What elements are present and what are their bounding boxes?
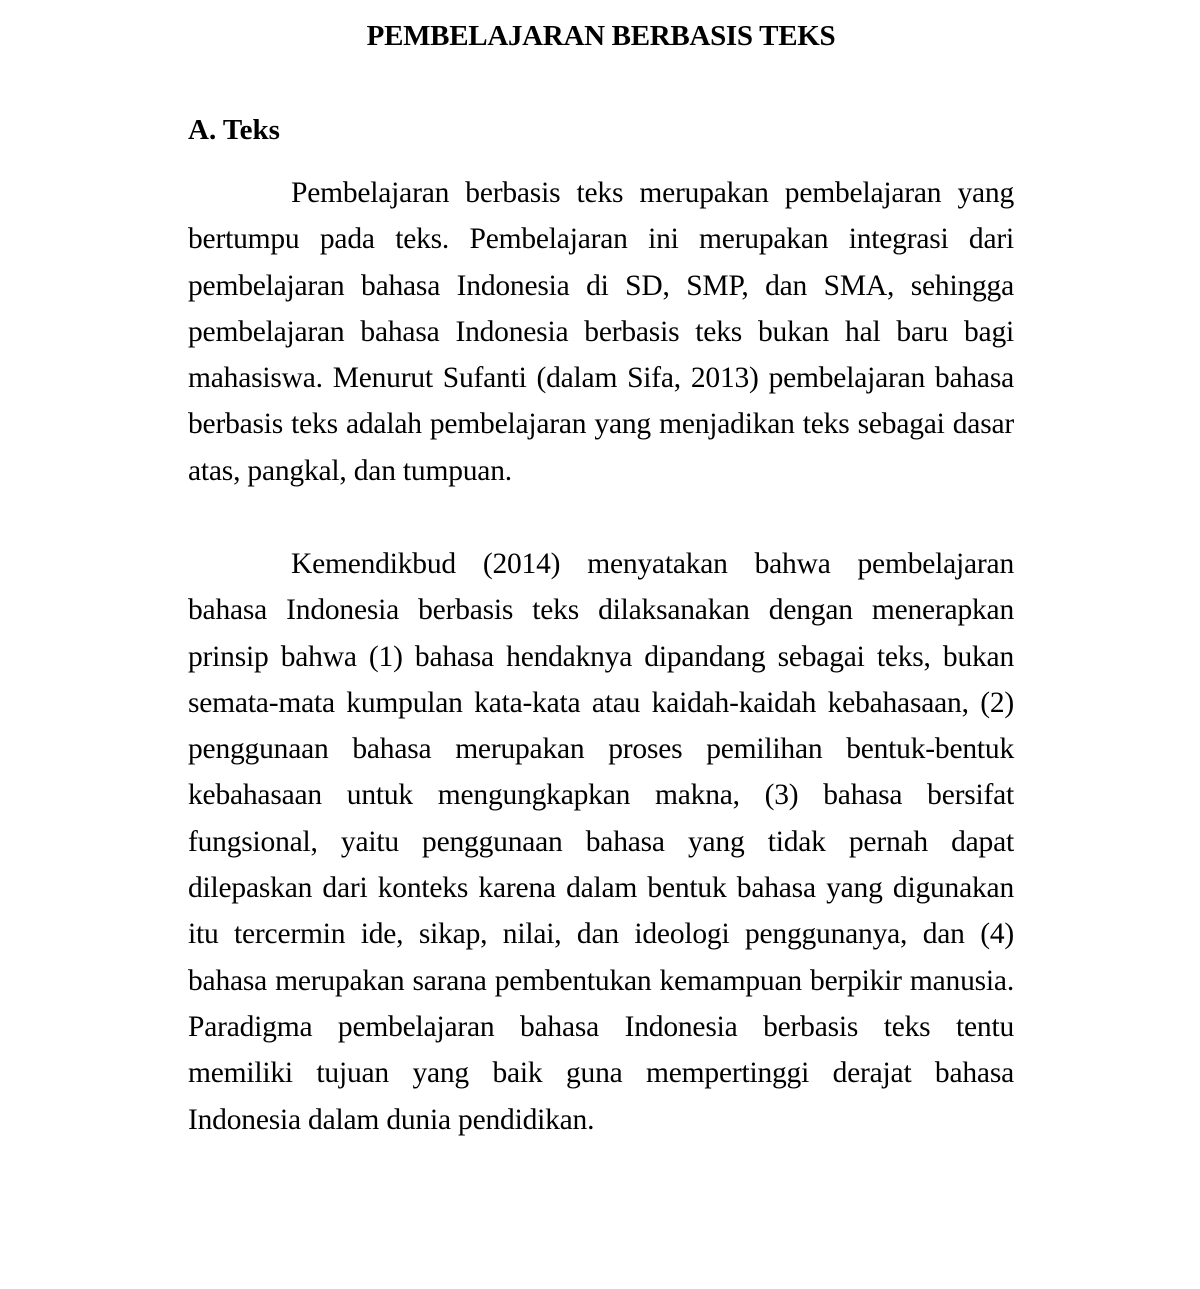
section-heading: A. Teks [188,114,280,146]
page-title: PEMBELAJARAN BERBASIS TEKS [366,20,836,52]
body-paragraph-2: Kemendikbud (2014) menyatakan bahwa pembelajaran bahasa Indonesia berbasis teks dilaksanakan dengan menerapkan prinsip bahwa (1) bahasa hendaknya dipandang sebagai teks, bukan semata-mata kumpulan kata-kata atau kaidah-kaidah kebahasaan, (2) penggunaan bahasa merupakan proses pemilihan bentuk-bentuk kebahasaan untuk mengungkapkan makna, (3) bahasa bersifat fungsional, yaitu penggunaan bahasa yang tidak pernah dapat dilepaskan dari konteks karena dalam bentuk bahasa yang digunakan itu tercermin ide, sikap, nilai, dan ideologi penggunanya, dan (4) bahasa merupakan sarana pembentukan kemampuan berpikir manusia. Paradigma pembelajaran bahasa Indonesia berbasis teks tentu memiliki tujuan yang baik guna mempertinggi derajat bahasa Indonesia dalam dunia pendidikan. [188,548,1014,1136]
body-paragraph-1: Pembelajaran berbasis teks merupakan pembelajaran yang bertumpu pada teks. Pembelajaran ini merupakan integrasi dari pembelajaran bahasa Indonesia di SD, SMP, dan SMA, sehingga pembelajaran bahasa Indonesia berbasis teks bukan hal baru bagi mahasiswa. Menurut Sufanti (dalam Sifa, 2013) pembelajaran bahasa berbasis teks adalah pembelajaran yang menjadikan teks sebagai dasar atas, pangkal, dan tumpuan. [188,177,1014,487]
